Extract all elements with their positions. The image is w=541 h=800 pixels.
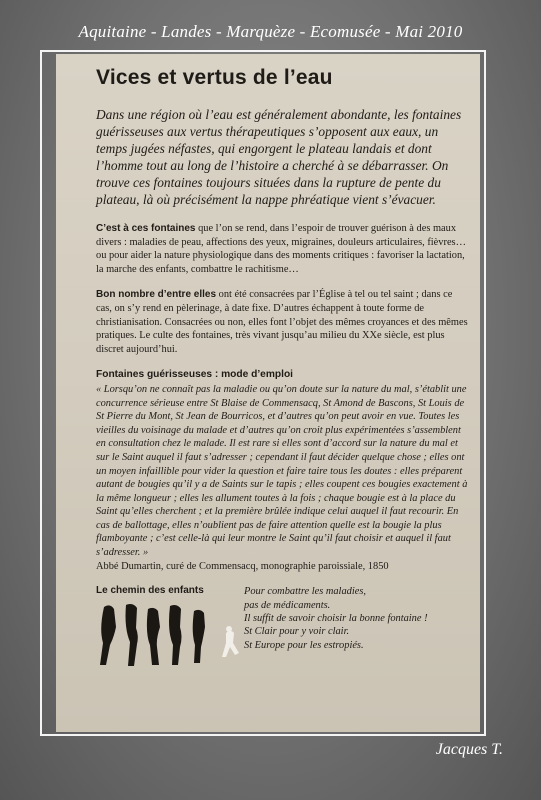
paragraph-mode-emploi (96, 368, 468, 573)
photo-caption-top: Aquitaine - Landes - Marquèze - Ecomusée - Mai 2010 (78, 22, 463, 41)
mode-emploi-title: Fontaines guérisseuses : mode d’emploi (96, 369, 294, 381)
paragraph-saints (96, 288, 468, 356)
poem-line: St Clair pour y voir clair. (244, 626, 350, 638)
photographer-signature: Jacques T. (435, 741, 503, 758)
paragraph-fontaines-text: que l’on se rend, dans l’espoir de trouver guérison à des maux divers : maladies de peau, affections des yeux, migraines, douleurs articulaires, fièvres… ou pour aider la nature physiologique dans des moments critiques : favoriser la lactation, la marche des enfants, combattre le rachitisme… (96, 223, 466, 275)
poem-line: pas de médicaments. (244, 599, 331, 611)
panel-footer (96, 585, 468, 675)
children-silhouettes-illustration (98, 599, 258, 669)
footer-title: Le chemin des enfants (96, 585, 204, 597)
poem (244, 585, 428, 652)
paragraph-fontaines (96, 222, 468, 276)
paragraph-saints-lead: Bon nombre d’entre elles (96, 289, 217, 301)
panel-intro: Dans une région où l’eau est généralement abondante, les fontaines guérisseuses aux vertus thérapeutiques s’opposent aux eaux, un temps jugées néfastes, qui engorgent le plateau landais et dont l’homme tout au long de l’histoire a cherché à se débarrasser. On trouve ces fontaines toujours situées dans la rupture de pente du plateau, là où précisément la nappe phréatique vient s’évacuer. (96, 107, 462, 207)
museum-panel (56, 54, 480, 732)
mode-emploi-quote: « Lorsqu’on ne connaît pas la maladie ou qu’on doute sur la nature du mal, s’établit une concurrence sérieuse entre St Blaise de Commensacq, St Amond de Bascons, St Louis de St Pierre du Mont, St Jean de Bourricos, et d’autres qu’on peut avoir en vue. Toutes les vieilles du voisinage du malade et d’autres qu’on croit plus expérimentées s’assemblent en consultation chez le malade. Il est rare si elles sont d’accord sur la nature du mal et sur le Saint auquel il faut s’adresser ; cependant il faut décider quelque chose ; elles ont un moyen infaillible pour vider la question et faire taire tous les doutes : elles préparent autant de bougies qu’il y a de Saints sur le tapis ; elles coupent ces bougies exactement à la même longueur ; elles les allument toutes à la fois ; chaque bougie est à la place du Saint qu’elles cherchent ; et la première brûlée indique celui auquel il faut recourir. En cas de ballottage, elles n’oublient pas de faire attention quelle est la bougie la plus flamboyante ; c’est celle-là qui leur montre le Saint qu’il faut choisir et auquel il faut s’adresser. » (96, 383, 468, 559)
paragraph-saints-text: ont été consacrées par l’Église à tel ou tel saint ; dans ce cas, on s’y rend en pèlerinage, à date fixe. D’autres échappent à toute forme de christianisation. Consacrées ou non, elles font l’objet des mêmes croyances et des mêmes pratiques. Le culte des fontaines, très vivant jusqu’au milieu du XXe siècle, est plus discret aujourd’hui. (96, 289, 468, 355)
panel-title: Vices et vertus de l’eau (96, 66, 333, 89)
poem-line: Pour combattre les maladies, (244, 586, 366, 598)
poem-line: Il suffit de savoir choisir la bonne fontaine ! (244, 613, 428, 625)
mode-emploi-signature: Abbé Dumartin, curé de Commensacq, monographie paroissiale, 1850 (96, 560, 389, 572)
poem-line: St Europe pour les estropiés. (244, 639, 364, 651)
paragraph-fontaines-lead: C’est à ces fontaines (96, 223, 196, 234)
